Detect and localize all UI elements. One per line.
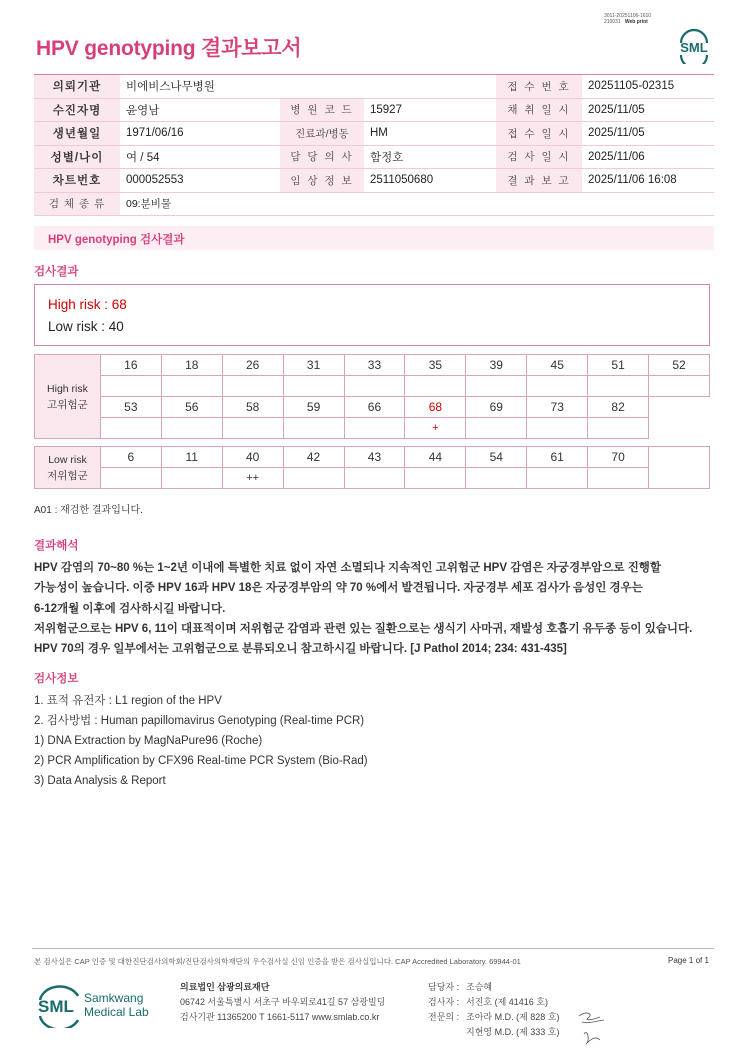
info-row (34, 192, 714, 216)
result-mark (405, 376, 466, 397)
info-label: 결 과 보 고 (496, 169, 582, 193)
sml-logo-icon (36, 982, 176, 1028)
interpretation-line: 가능성이 높습니다. 이중 HPV 16과 HPV 18은 자궁경부암의 약 70 %에서 발견됩니다. 자궁경부 세포 검사가 음성인 경우는 (34, 582, 643, 595)
svg-text:SML: SML (38, 997, 74, 1016)
result-mark (222, 376, 283, 397)
result-mark (344, 376, 405, 397)
result-mark (283, 418, 344, 439)
result-mark (283, 468, 344, 489)
section-title: HPV genotyping 검사결과 (48, 234, 185, 246)
info-value: 15927 (364, 98, 496, 122)
org-contact: 검사기관 11365200 T 1661-5117 www.smlab.co.kr (180, 1012, 380, 1022)
genotype-cell: 59 (283, 397, 344, 418)
svg-text:SML: SML (680, 40, 708, 55)
genotype-cell: 16 (100, 355, 161, 376)
genotype-cell: 69 (466, 397, 527, 418)
test-info-line: 1. 표적 유전자 : L1 region of the HPV (34, 695, 222, 707)
genotype-cell: 61 (527, 447, 588, 468)
interpretation-line: 저위험군으로는 HPV 6, 11이 대표적이며 저위험군 감염과 관련 있는 질환으로는 생식기 사마귀, 재발성 호흡기 유두종 등이 있습니다. (34, 622, 693, 635)
info-label: 임 상 정 보 (280, 169, 364, 193)
genotype-cell: 18 (161, 355, 222, 376)
signature-icon (576, 1008, 606, 1048)
info-value: 000052553 (120, 169, 280, 193)
result-mark (527, 418, 588, 439)
result-heading: 검사결과 (34, 266, 79, 278)
info-label: 담 당 의 사 (280, 145, 364, 169)
genotype-cell: 33 (344, 355, 405, 376)
result-mark (466, 418, 527, 439)
info-value: 비에비스나무병원 (120, 75, 280, 99)
genotype-cell: 56 (161, 397, 222, 418)
svg-text:Samkwang: Samkwang (84, 991, 144, 1005)
genotype-cell: 51 (588, 355, 649, 376)
org-name: 의료법인 삼광의료재단 (180, 982, 270, 992)
result-mark (588, 376, 649, 397)
samkwang-logo (36, 982, 176, 1033)
result-mark (405, 468, 466, 489)
result-mark (344, 418, 405, 439)
result-mark-positive: + (405, 418, 466, 439)
info-label: 검 사 일 시 (496, 145, 582, 169)
info-value: 09:분비물 (120, 192, 714, 216)
genotype-cell: 26 (222, 355, 283, 376)
test-info-line: 2) PCR Amplification by CFX96 Real-time PCR System (Bio-Rad) (34, 755, 368, 767)
result-mark (649, 376, 710, 397)
info-value: 2025/11/06 (582, 145, 714, 169)
genotype-cell: 44 (405, 447, 466, 468)
high-risk-result: High risk : 68 (48, 297, 127, 312)
result-mark (466, 376, 527, 397)
info-value: 20251105-02315 (582, 75, 714, 99)
genotype-cell: 58 (222, 397, 283, 418)
info-row (34, 98, 714, 122)
staff-row: 검사자 : 서진호 (제 41416 호) (428, 997, 548, 1007)
high-risk-grid (34, 354, 710, 439)
result-mark (588, 468, 649, 489)
low-risk-label: Low risk 저위험군 (35, 447, 101, 489)
interpretation-line: HPV 70의 경우 일부에서는 고위험군으로 분류되오니 참고하시길 바랍니다. [J Pathol 2014; 234: 431-435] (34, 643, 567, 656)
interpretation-line: 6-12개월 이후에 검사하시길 바랍니다. (34, 602, 226, 615)
genotype-cell: 52 (649, 355, 710, 376)
genotype-cell: 54 (466, 447, 527, 468)
info-label: 진료과/병동 (280, 122, 364, 146)
info-value: 2025/11/05 (582, 122, 714, 146)
genotype-cell: 82 (588, 397, 649, 418)
genotype-cell: 53 (100, 397, 161, 418)
genotype-cell: 66 (344, 397, 405, 418)
low-risk-grid (34, 446, 710, 489)
info-label: 의뢰기관 (34, 75, 120, 99)
info-label: 생년월일 (34, 122, 120, 146)
staff-info (428, 980, 559, 1040)
info-label: 성별/나이 (34, 145, 120, 169)
genotype-cell: 6 (100, 447, 161, 468)
retest-note: A01 : 재검한 결과입니다. (34, 505, 143, 516)
test-info-line: 1) DNA Extraction by MagNaPure96 (Roche) (34, 735, 263, 747)
staff-row: 전문의 : 조아라 M.D. (제 828 호) (428, 1012, 560, 1022)
result-mark (100, 468, 161, 489)
organization-info (180, 980, 385, 1025)
genotype-cell: 31 (283, 355, 344, 376)
test-info-text (34, 691, 368, 791)
svg-text:Medical Lab: Medical Lab (84, 1005, 149, 1019)
test-info-line: 3) Data Analysis & Report (34, 775, 166, 787)
result-mark (161, 418, 222, 439)
low-risk-result: Low risk : 40 (48, 319, 124, 334)
result-mark: ++ (222, 468, 283, 489)
info-label: 채 취 일 시 (496, 98, 582, 122)
result-mark (344, 468, 405, 489)
info-row (34, 169, 714, 193)
result-mark (222, 418, 283, 439)
staff-row: 담당자 : 조승혜 (428, 982, 493, 992)
info-label: 접 수 번 호 (496, 75, 582, 99)
high-risk-label: High risk 고위험군 (35, 355, 101, 439)
genotype-cell: 43 (344, 447, 405, 468)
result-mark (100, 418, 161, 439)
genotype-cell: 40 (222, 447, 283, 468)
info-value: HM (364, 122, 496, 146)
info-value: 2025/11/06 16:08 (582, 169, 714, 193)
result-mark (161, 376, 222, 397)
interpretation-line: HPV 감염의 70~80 %는 1~2년 이내에 특별한 치료 없이 자연 소멸되나 지속적인 고위험군 HPV 감염은 자궁경부암으로 진행할 (34, 562, 662, 574)
result-mark (466, 468, 527, 489)
staff-row: 지현영 M.D. (제 333 호) (466, 1027, 560, 1037)
info-row (34, 75, 714, 99)
test-info-heading: 검사정보 (34, 673, 79, 685)
interpretation-heading: 결과해석 (34, 540, 79, 552)
footer-divider (32, 948, 714, 949)
page-title: HPV genotyping 결과보고서 (36, 37, 302, 60)
genotype-cell: 35 (405, 355, 466, 376)
info-row (34, 122, 714, 146)
info-value: 2511050680 (364, 169, 496, 193)
info-value: 1971/06/16 (120, 122, 280, 146)
genotype-cell: 45 (527, 355, 588, 376)
result-mark (100, 376, 161, 397)
result-mark (283, 376, 344, 397)
result-mark (588, 418, 649, 439)
result-mark (527, 376, 588, 397)
info-label: 병 원 코 드 (280, 98, 364, 122)
org-address: 06742 서울특별시 서초구 바우뫼로41길 57 삼광빌딩 (180, 997, 386, 1007)
info-row (34, 145, 714, 169)
genotype-cell: 73 (527, 397, 588, 418)
sml-logo-icon (676, 28, 712, 64)
cap-certification: 본 검사실은 CAP 인증 및 대한진단검사의학회/진단검사의학재단의 우수검사실 신임 인증을 받은 검사실입니다. CAP Accredited Laboratory. 69944-01 (34, 957, 521, 966)
info-value: 여 / 54 (120, 145, 280, 169)
page-number: Page 1 of 1 (668, 956, 709, 965)
genotype-cell: 11 (161, 447, 222, 468)
info-label: 접 수 일 시 (496, 122, 582, 146)
patient-info-table (34, 74, 714, 216)
genotype-cell: 42 (283, 447, 344, 468)
interpretation-text (34, 558, 714, 659)
info-label: 차트번호 (34, 169, 120, 193)
info-label: 수진자명 (34, 98, 120, 122)
report-code: 3011-20251106-1610 210031 Web print (604, 13, 652, 25)
info-value: 윤영남 (120, 98, 280, 122)
info-value: 함정호 (364, 145, 496, 169)
genotype-cell-positive: 68 (405, 397, 466, 418)
result-mark (527, 468, 588, 489)
genotype-cell: 39 (466, 355, 527, 376)
result-box (34, 284, 710, 346)
result-mark (161, 468, 222, 489)
test-info-line: 2. 검사방법 : Human papillomavirus Genotyping (Real-time PCR) (34, 715, 365, 727)
genotype-cell: 70 (588, 447, 649, 468)
info-label: 검 체 종 류 (34, 192, 120, 216)
info-value: 2025/11/05 (582, 98, 714, 122)
